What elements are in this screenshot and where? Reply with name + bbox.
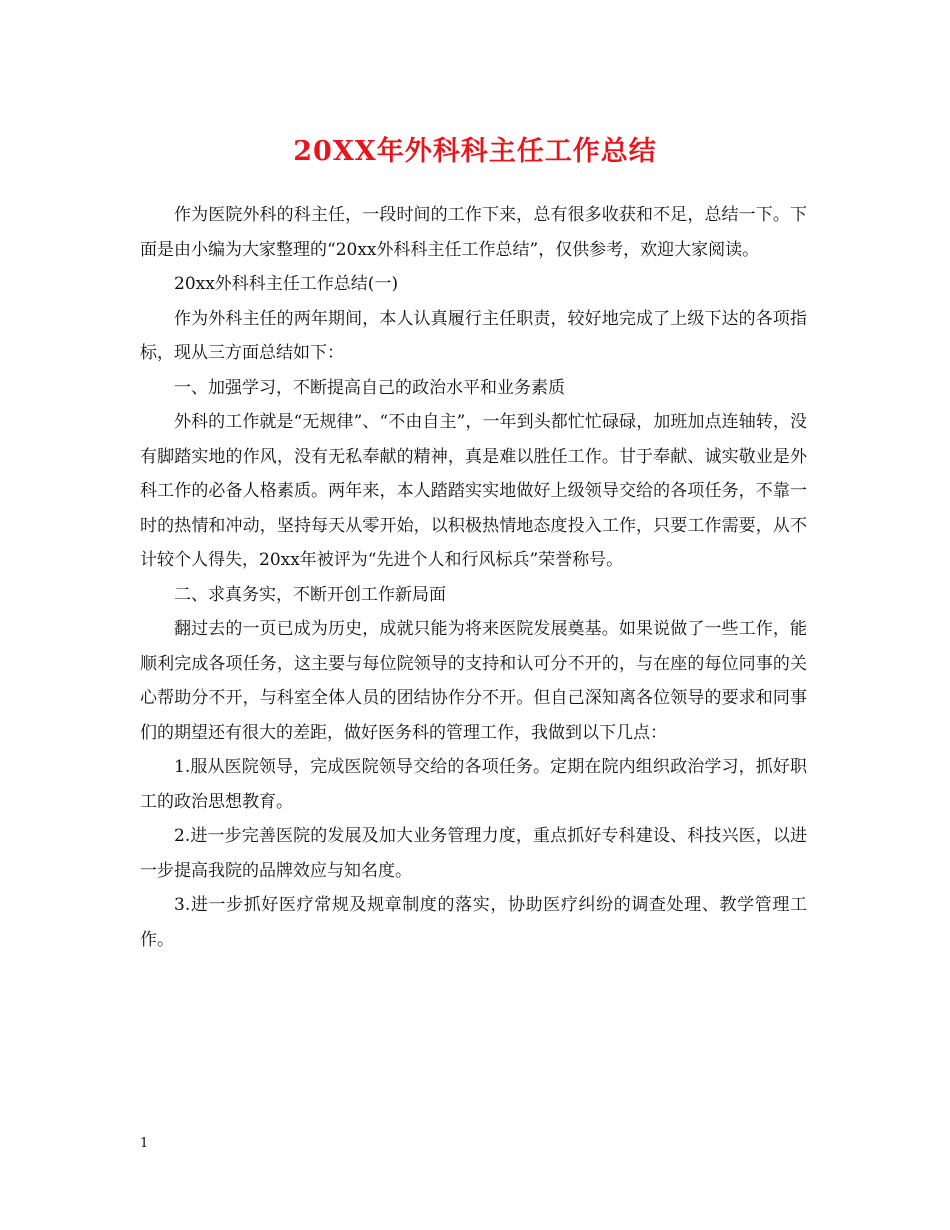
paragraph-heading-one: 一、加强学习，不断提高自己的政治水平和业务素质 — [174, 377, 565, 398]
page-number: 1 — [140, 1136, 149, 1151]
paragraph-point-two: 2.进一步完善医院的发展及加大业务管理力度，重点抓好专科建设、科技兴医，以进一步提高我院的品牌效应与知名度。 — [140, 826, 807, 881]
paragraph-section-heading: 20xx外科科主任工作总结(一) — [174, 274, 399, 294]
paragraph-body-one: 外科的工作就是“无规律”、“不由自主”，一年到头都忙忙碌碌，加班加点连轴转，没有脚踏实地的作风，没有无私奉献的精神，真是难以胜任工作。甘于奉献、诚实敬业是外科工作的必备人格素质。两年来，本人踏踏实实地做好上级领导交给的各项任务，不靠一时的热情和冲动，坚持每天从零开始，以积极热情地态度投入工作，只要工作需要，从不计较个人得失，20xx年被评为“先进个人和行风标兵”荣誉称号。 — [140, 412, 807, 570]
paragraph-intro: 作为医院外科的科主任，一段时间的工作下来，总有很多收获和不足，总结一下。下面是由小编为大家整理的“20xx外科科主任工作总结”，仅供参考，欢迎大家阅读。 — [140, 205, 807, 260]
paragraph-body-two: 翻过去的一页已成为历史，成就只能为将来医院发展奠基。如果说做了一些工作，能顺利完成各项任务，这主要与每位院领导的支持和认可分不开的，与在座的每位同事的关心帮助分不开，与科室全体人员的团结协作分不开。但自己深知离各位领导的要求和同事们的期望还有很大的差距，做好医务科的管理工作，我做到以下几点： — [140, 619, 807, 743]
document-body — [140, 198, 807, 957]
paragraph-heading-two: 二、求真务实，不断开创工作新局面 — [174, 584, 446, 605]
paragraph-overview: 作为外科主任的两年期间，本人认真履行主任职责，较好地完成了上级下达的各项指标，现从三方面总结如下： — [140, 308, 807, 363]
paragraph-point-three: 3.进一步抓好医疗常规及规章制度的落实，协助医疗纠纷的调查处理、教学管理工作。 — [140, 895, 807, 950]
paragraph-point-one: 1.服从医院领导，完成医院领导交给的各项任务。定期在院内组织政治学习，抓好职工的政治思想教育。 — [140, 757, 807, 812]
document-title: 20XX年外科科主任工作总结 — [293, 136, 657, 167]
